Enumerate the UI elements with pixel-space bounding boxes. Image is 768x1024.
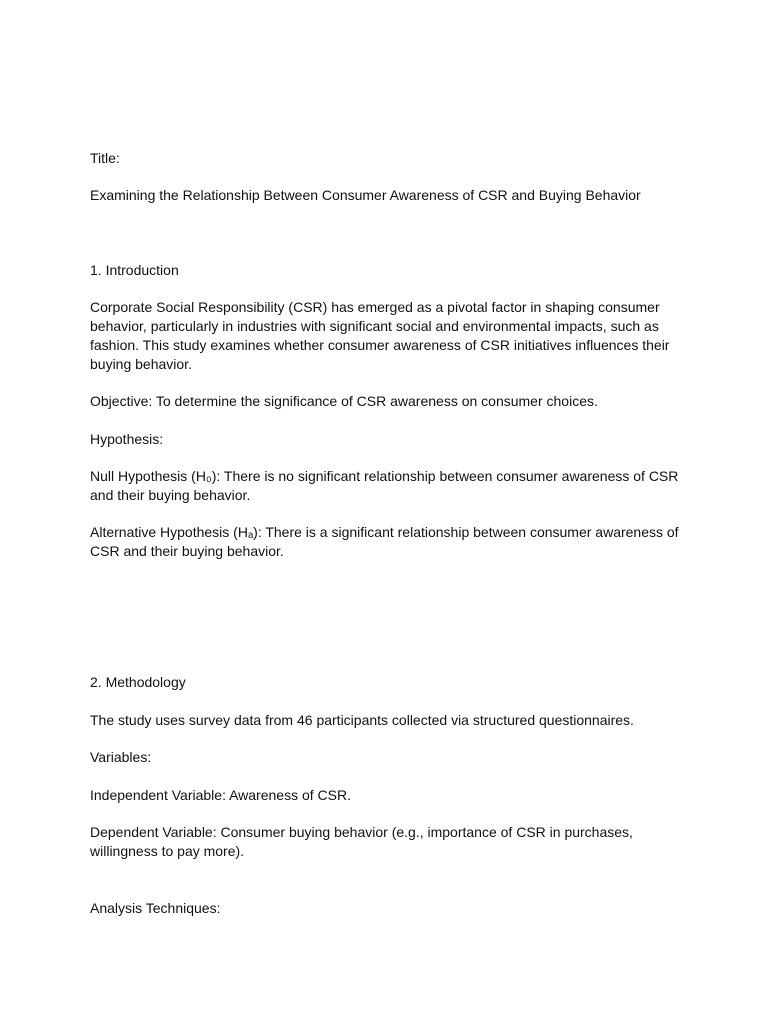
alternative-hypothesis-paragraph: Alternative Hypothesis (Hₐ): There is a significant relationship between consumer awareness of CSR and their buying behavior.	[90, 524, 679, 559]
methodology-paragraph: The study uses survey data from 46 participants collected via structured questionnaires.	[90, 712, 634, 728]
objective-paragraph: Objective: To determine the significance of CSR awareness on consumer choices.	[90, 393, 598, 409]
independent-variable-paragraph: Independent Variable: Awareness of CSR.	[90, 787, 351, 803]
null-hypothesis-paragraph: Null Hypothesis (H₀): There is no significant relationship between consumer awareness of CSR and their buying behavior.	[90, 468, 679, 503]
introduction-paragraph: Corporate Social Responsibility (CSR) has emerged as a pivotal factor in shaping consumer behavior, particularly in industries with significant social and environmental impacts, such as fashion. This study examines whether consumer awareness of CSR initiatives influences their buying behavior.	[90, 299, 670, 372]
variables-label: Variables:	[90, 749, 152, 765]
analysis-techniques-label: Analysis Techniques:	[90, 900, 221, 916]
hypothesis-label: Hypothesis:	[90, 431, 164, 447]
document-title: Examining the Relationship Between Consumer Awareness of CSR and Buying Behavior	[90, 187, 641, 203]
methodology-heading: 2. Methodology	[90, 674, 186, 690]
dependent-variable-paragraph: Dependent Variable: Consumer buying behavior (e.g., importance of CSR in purchases, willingness to pay more).	[90, 824, 633, 859]
introduction-heading: 1. Introduction	[90, 262, 179, 278]
title-label: Title:	[90, 150, 120, 166]
